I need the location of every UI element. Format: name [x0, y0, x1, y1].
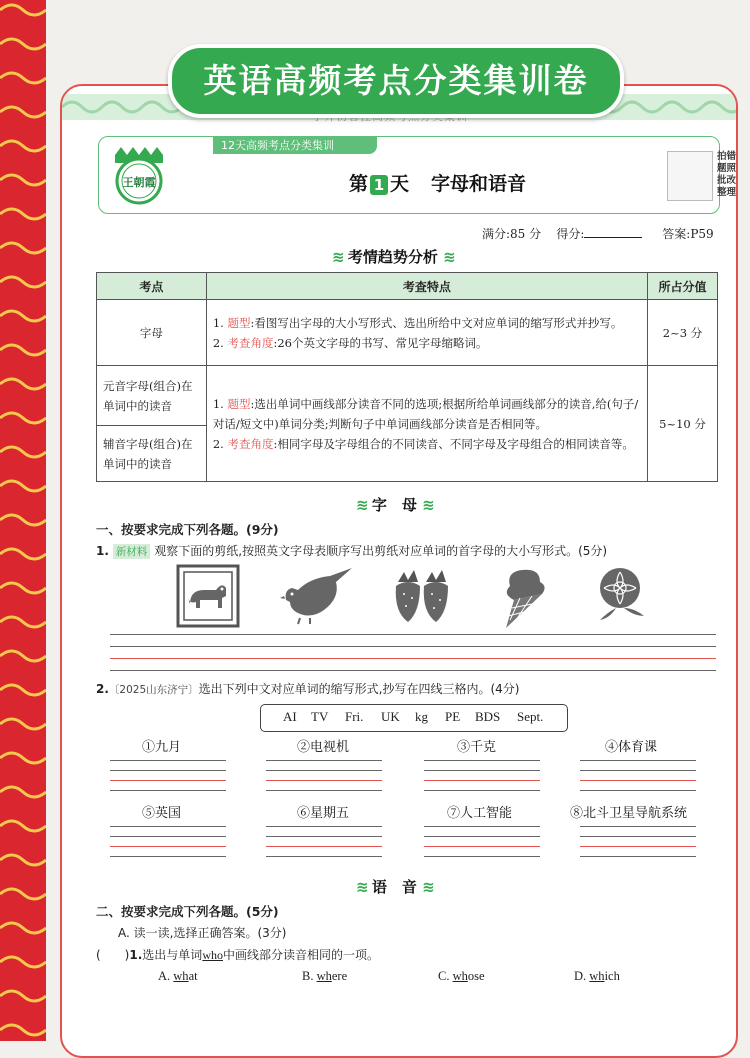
col-header-feature: 考查特点	[206, 273, 647, 300]
book-title-banner: 英语高频考点分类集训卷	[168, 44, 624, 118]
table-cell-point: 字母	[97, 300, 207, 366]
question-number: 1.	[96, 544, 109, 558]
part-one-heading: 一、按要求完成下列各题。(9分)	[96, 522, 279, 537]
strawberry-papercut-icon	[390, 564, 454, 626]
writing-line[interactable]	[266, 770, 382, 771]
writing-line[interactable]	[424, 790, 540, 791]
option-item: Sept.	[517, 709, 544, 724]
underlined-part: wh	[316, 969, 332, 983]
writing-line[interactable]	[110, 826, 226, 827]
phonics-question-1	[96, 946, 379, 963]
flower-papercut-icon	[586, 562, 656, 628]
col-header-point: 考点	[97, 273, 207, 300]
writing-line[interactable]	[424, 760, 540, 761]
writing-line[interactable]	[424, 826, 540, 827]
trend-section-title	[332, 246, 454, 267]
letters-section-title	[356, 494, 433, 515]
underlined-part: wh	[452, 969, 468, 983]
score-label: 得分:	[556, 227, 585, 241]
word-rest: at	[188, 969, 198, 983]
day-title	[349, 169, 526, 196]
item-label: ④体育课	[605, 740, 658, 755]
tag-angle: 考查角度	[227, 436, 274, 451]
sub-part-a: A. 读一读,选择正确答案。(3分)	[118, 926, 287, 940]
item-label: ⑧北斗卫星导航系统	[570, 806, 688, 821]
wave-left-icon: ≋	[356, 496, 367, 514]
phonics-title: 语 音	[371, 878, 417, 896]
question-text: 选出与单词	[142, 948, 203, 962]
underlined-part: wh	[173, 969, 189, 983]
exam-sheet	[60, 84, 738, 1058]
item-label: ③千克	[457, 740, 497, 755]
choice-d[interactable]	[574, 969, 620, 984]
table-cell-feature: 1. 题型:看图写出字母的大小写形式、选出所给中文对应单词的缩写形式并抄写。 2. 考查角度:26个英文字母的书写、常见字母缩略词。	[206, 300, 647, 366]
writing-line[interactable]	[266, 826, 382, 827]
writing-line[interactable]	[424, 856, 540, 857]
day-topic: 字母和语音	[431, 173, 527, 195]
writing-line[interactable]	[266, 846, 382, 847]
feature-text: :选出单词中画线部分读音不同的选项;根据所给单词画线部分的读音,给(句子/对话/短文中)单词分类;判断句子中单词画线部分读音是否相同等。	[212, 396, 639, 431]
item-label: ①九月	[142, 740, 182, 755]
writing-line[interactable]	[580, 856, 696, 857]
writing-line[interactable]	[110, 670, 716, 671]
table-cell-value: 2~3 分	[648, 300, 718, 366]
trend-title: 考情趋势分析	[347, 248, 438, 266]
question-text: 选出下列中文对应单词的缩写形式,抄写在四线三格内。(4分)	[198, 682, 520, 696]
wave-pattern-icon	[0, 0, 46, 1041]
question-number: 2.	[96, 682, 109, 696]
answer-page: 答案:P59	[662, 227, 714, 241]
choice-letter: B.	[302, 969, 314, 983]
writing-line[interactable]	[110, 658, 716, 659]
phonics-section-title	[356, 876, 433, 897]
target-word: who	[202, 948, 223, 962]
question-2	[96, 680, 519, 697]
part-two-heading: 二、按要求完成下列各题。(5分)	[96, 904, 279, 919]
writing-line[interactable]	[110, 634, 716, 635]
table-cell-point: 辅音字母(组合)在单词中的读音	[97, 426, 207, 482]
option-item: AI	[283, 709, 297, 724]
writing-line[interactable]	[110, 790, 226, 791]
logo-text: 王朝霞	[122, 176, 156, 189]
writing-line[interactable]	[266, 790, 382, 791]
writing-line[interactable]	[266, 836, 382, 837]
letters-title: 字 母	[371, 496, 417, 514]
tag-type: 题型	[227, 315, 251, 330]
score-line	[482, 225, 714, 242]
choice-letter: D.	[574, 969, 587, 983]
day-number-badge: 1	[370, 175, 388, 195]
wave-right-icon: ≋	[422, 496, 433, 514]
writing-line[interactable]	[580, 826, 696, 827]
abbreviation-options-box	[260, 704, 568, 732]
day-header	[98, 136, 737, 214]
full-score: 满分:85 分	[482, 227, 542, 241]
writing-line[interactable]	[110, 780, 226, 781]
writing-line[interactable]	[424, 780, 540, 781]
choice-letter: C.	[438, 969, 450, 983]
table-cell-point: 元音字母(组合)在单词中的读音	[97, 366, 207, 426]
feature-text: :26个英文字母的书写、常见字母缩略词。	[273, 335, 488, 350]
table-cell-value: 5~10 分	[648, 366, 718, 482]
item-label: ②电视机	[297, 740, 350, 755]
wave-right-icon: ≋	[443, 248, 454, 266]
feature-text: :相同字母及字母组合的不同读音、不同字母及字母组合的相同读音等。	[273, 436, 634, 451]
writing-line[interactable]	[110, 646, 716, 647]
series-tab: 12天高频考点分类集训	[213, 137, 377, 154]
trend-table	[96, 272, 718, 482]
question-number: 1.	[129, 948, 143, 962]
writing-line[interactable]	[266, 760, 382, 761]
choice-c[interactable]	[438, 969, 485, 984]
underlined-part: wh	[589, 969, 605, 983]
writing-line[interactable]	[110, 836, 226, 837]
writing-line[interactable]	[266, 856, 382, 857]
tag-angle: 考查角度	[227, 335, 274, 350]
tag-type: 题型	[227, 396, 251, 411]
word-rest: ere	[331, 969, 348, 983]
writing-line[interactable]	[424, 770, 540, 771]
option-item: UK	[381, 709, 400, 724]
writing-line[interactable]	[424, 836, 540, 837]
option-item: TV	[311, 709, 329, 724]
writing-line[interactable]	[110, 846, 226, 847]
question-text: 中画线部分读音相同的一项。	[222, 948, 379, 962]
word-rest: ose	[467, 969, 485, 983]
wave-left-icon: ≋	[356, 878, 367, 896]
score-blank[interactable]	[584, 237, 642, 238]
item-label: ⑤英国	[142, 806, 182, 821]
decorative-cover-strip	[0, 0, 46, 1041]
choice-b[interactable]	[302, 969, 347, 984]
writing-line[interactable]	[580, 760, 696, 761]
item-label: ⑦人工智能	[447, 806, 513, 821]
writing-line[interactable]	[580, 780, 696, 781]
feature-text: :看图写出字母的大小写形式、选出所给中文对应单词的缩写形式并抄写。	[250, 315, 623, 330]
question-source: 〔2025山东济宁〕	[108, 684, 199, 696]
col-header-value: 所占分值	[648, 273, 718, 300]
choice-letter: A.	[158, 969, 171, 983]
day-prefix: 第	[349, 173, 369, 195]
tiger-papercut-icon	[176, 564, 240, 628]
writing-line[interactable]	[110, 856, 226, 857]
writing-line[interactable]	[110, 770, 226, 771]
writing-line[interactable]	[424, 846, 540, 847]
wave-left-icon: ≋	[332, 248, 343, 266]
bird-papercut-icon	[280, 566, 356, 626]
correction-label: 拍错题照批改整理	[717, 151, 737, 198]
option-item: BDS	[475, 709, 501, 724]
question-1	[96, 542, 607, 559]
writing-line[interactable]	[580, 846, 696, 847]
answer-bracket[interactable]: ( )	[96, 948, 130, 962]
word-rest: ich	[604, 969, 620, 983]
ice-cream-papercut-icon	[492, 564, 552, 630]
option-item: Fri.	[345, 709, 364, 724]
new-material-badge: 新材料	[113, 544, 151, 559]
writing-line[interactable]	[110, 760, 226, 761]
writing-line[interactable]	[580, 836, 696, 837]
day-suffix: 天	[390, 173, 410, 195]
qr-code-placeholder	[667, 151, 713, 201]
wave-right-icon: ≋	[422, 878, 433, 896]
choice-a[interactable]	[158, 969, 198, 984]
option-item: kg	[415, 709, 428, 724]
table-cell-feature: 1. 题型:选出单词中画线部分读音不同的选项;根据所给单词画线部分的读音,给(句子/对话/短文中)单词分类;判断句子中单词画线部分读音是否相同等。 2. 考查角度:相同字母及字母组合的不同读音、不同字母及字母组合的相同读音等。	[206, 366, 647, 482]
brand-logo-icon	[109, 143, 169, 205]
writing-line[interactable]	[580, 770, 696, 771]
writing-line[interactable]	[266, 780, 382, 781]
item-label: ⑥星期五	[297, 806, 350, 821]
writing-line[interactable]	[580, 790, 696, 791]
option-item: PE	[445, 709, 461, 724]
question-text: 观察下面的剪纸,按照英文字母表顺序写出剪纸对应单词的首字母的大小写形式。(5分)	[154, 544, 608, 558]
